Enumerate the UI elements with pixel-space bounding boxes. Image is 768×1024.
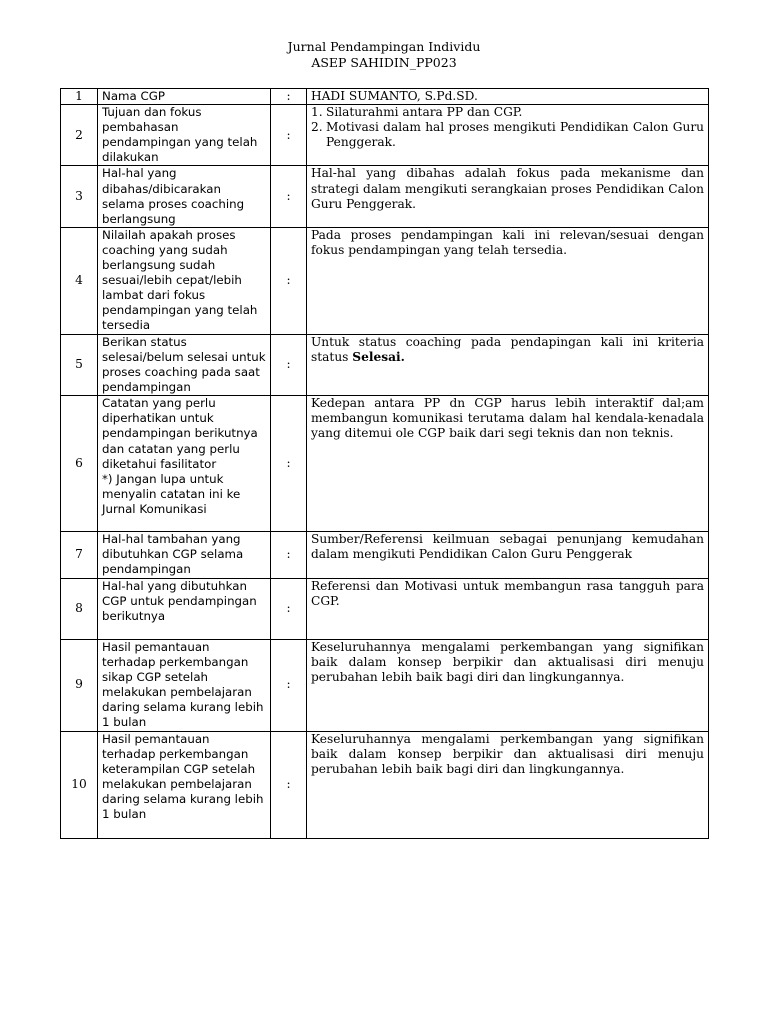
row-separator: :: [271, 396, 307, 532]
row-label: [98, 396, 271, 532]
row-number: 6: [61, 396, 98, 532]
row-label: Tujuan dan fokus pembahasan pendampingan yang telah dilakukan: [98, 105, 271, 166]
table-row: [61, 532, 709, 578]
row-number: 9: [61, 639, 98, 731]
row-number: 5: [61, 334, 98, 395]
row-answer: [307, 227, 709, 334]
document-title: Jurnal Pendampingan Individu: [287, 39, 481, 54]
row-separator: :: [271, 532, 307, 578]
answer-text: HADI SUMANTO, S.Pd.SD.: [311, 89, 478, 103]
list-item-text: Motivasi dalam hal proses mengikuti Pendidikan Calon Guru Penggerak.: [326, 120, 704, 150]
table-row: [61, 639, 709, 731]
row-separator: :: [271, 639, 307, 731]
table-row: [61, 89, 709, 105]
answer-text: Pada proses pendampingan kali ini relevan/sesuai dengan fokus pendampingan yang telah tersedia.: [311, 227, 704, 257]
journal-table: [60, 88, 709, 839]
status-value: Selesai.: [352, 349, 405, 364]
list-item: [311, 105, 704, 120]
row-label: Nama CGP: [98, 89, 271, 105]
row-label-note: *) Jangan lupa untuk menyalin catatan ini ke Jurnal Komunikasi: [102, 471, 241, 516]
row-separator: :: [271, 731, 307, 838]
answer-prefix: Untuk status coaching pada pendapingan kali ini kriteria status: [311, 334, 704, 364]
list-marker: 1.: [311, 105, 323, 120]
row-number: 3: [61, 166, 98, 227]
answer-text: Kedepan antara PP dn CGP harus lebih interaktif dal;am membangun komunikasi terutama dalam hal kendala-kenadala yang ditemui ole CGP baik dari segi teknis dan non teknis.: [311, 396, 704, 441]
row-separator: :: [271, 166, 307, 227]
table-row: [61, 105, 709, 166]
row-number: 10: [61, 731, 98, 838]
row-label: Hal-hal yang dibutuhkan CGP untuk pendampingan berikutnya: [98, 578, 271, 639]
answer-text: Keseluruhannya mengalami perkembangan yang signifikan baik dalam konsep berpikir dan aktualisasi diri menuju perubahan lebih baik bagi diri dan lingkungannya.: [311, 639, 704, 684]
answer-text: Sumber/Referensi keilmuan sebagai penunjang kemudahan dalam mengikuti Pendidikan Calon Guru Penggerak: [311, 532, 704, 562]
table-row: [61, 166, 709, 227]
row-label: Berikan status selesai/belum selesai untuk proses coaching pada saat pendampingan: [98, 334, 271, 395]
row-answer: [307, 89, 709, 105]
table-row: [61, 396, 709, 532]
table-row: [61, 227, 709, 334]
list-item: [311, 120, 704, 150]
row-label: Hal-hal yang dibahas/dibicarakan selama proses coaching berlangsung: [98, 166, 271, 227]
row-answer: [307, 334, 709, 395]
row-separator: :: [271, 578, 307, 639]
row-label-text: Catatan yang perlu diperhatikan untuk pendampingan berikutnya dan catatan yang perlu diketahui fasilitator: [102, 396, 258, 471]
row-number: 2: [61, 105, 98, 166]
row-separator: :: [271, 105, 307, 166]
row-label: Hasil pemantauan terhadap perkembangan keterampilan CGP setelah melakukan pembelajaran daring selama kurang lebih 1 bulan: [98, 731, 271, 838]
row-label: Hasil pemantauan terhadap perkembangan sikap CGP setelah melakukan pembelajaran daring selama kurang lebih 1 bulan: [98, 639, 271, 731]
row-label: Nilailah apakah proses coaching yang sudah berlangsung sudah sesuai/lebih cepat/lebih lambat dari fokus pendampingan yang telah tersedia: [98, 227, 271, 334]
row-separator: :: [271, 334, 307, 395]
row-number: 8: [61, 578, 98, 639]
row-separator: :: [271, 227, 307, 334]
row-separator: :: [271, 89, 307, 105]
document-subtitle: ASEP SAHIDIN_PP023: [311, 55, 457, 70]
row-number: 1: [61, 89, 98, 105]
table-row: [61, 578, 709, 639]
row-answer: [307, 578, 709, 639]
row-label: Hal-hal tambahan yang dibutuhkan CGP selama pendampingan: [98, 532, 271, 578]
row-answer: [307, 639, 709, 731]
document-header: [0, 39, 768, 71]
row-answer: [307, 396, 709, 532]
row-answer: [307, 532, 709, 578]
answer-list: [311, 105, 704, 150]
row-answer: [307, 731, 709, 838]
answer-text: Hal-hal yang dibahas adalah fokus pada mekanisme dan strategi dalam mengikuti serangkaian proses Pendidikan Calon Guru Penggerak.: [311, 166, 704, 211]
row-number: 4: [61, 227, 98, 334]
table-row: [61, 334, 709, 395]
answer-text: [311, 335, 704, 365]
answer-text: Referensi dan Motivasi untuk membangun rasa tangguh para CGP.: [311, 578, 704, 608]
list-marker: 2.: [311, 120, 323, 135]
row-number: 7: [61, 532, 98, 578]
row-answer: [307, 166, 709, 227]
answer-text: Keseluruhannya mengalami perkembangan yang signifikan baik dalam konsep berpikir dan aktualisasi diri menuju perubahan lebih baik bagi diri dan lingkungannya.: [311, 731, 704, 776]
list-item-text: Silaturahmi antara PP dan CGP.: [326, 105, 523, 120]
row-answer: [307, 105, 709, 166]
table-row: [61, 731, 709, 838]
